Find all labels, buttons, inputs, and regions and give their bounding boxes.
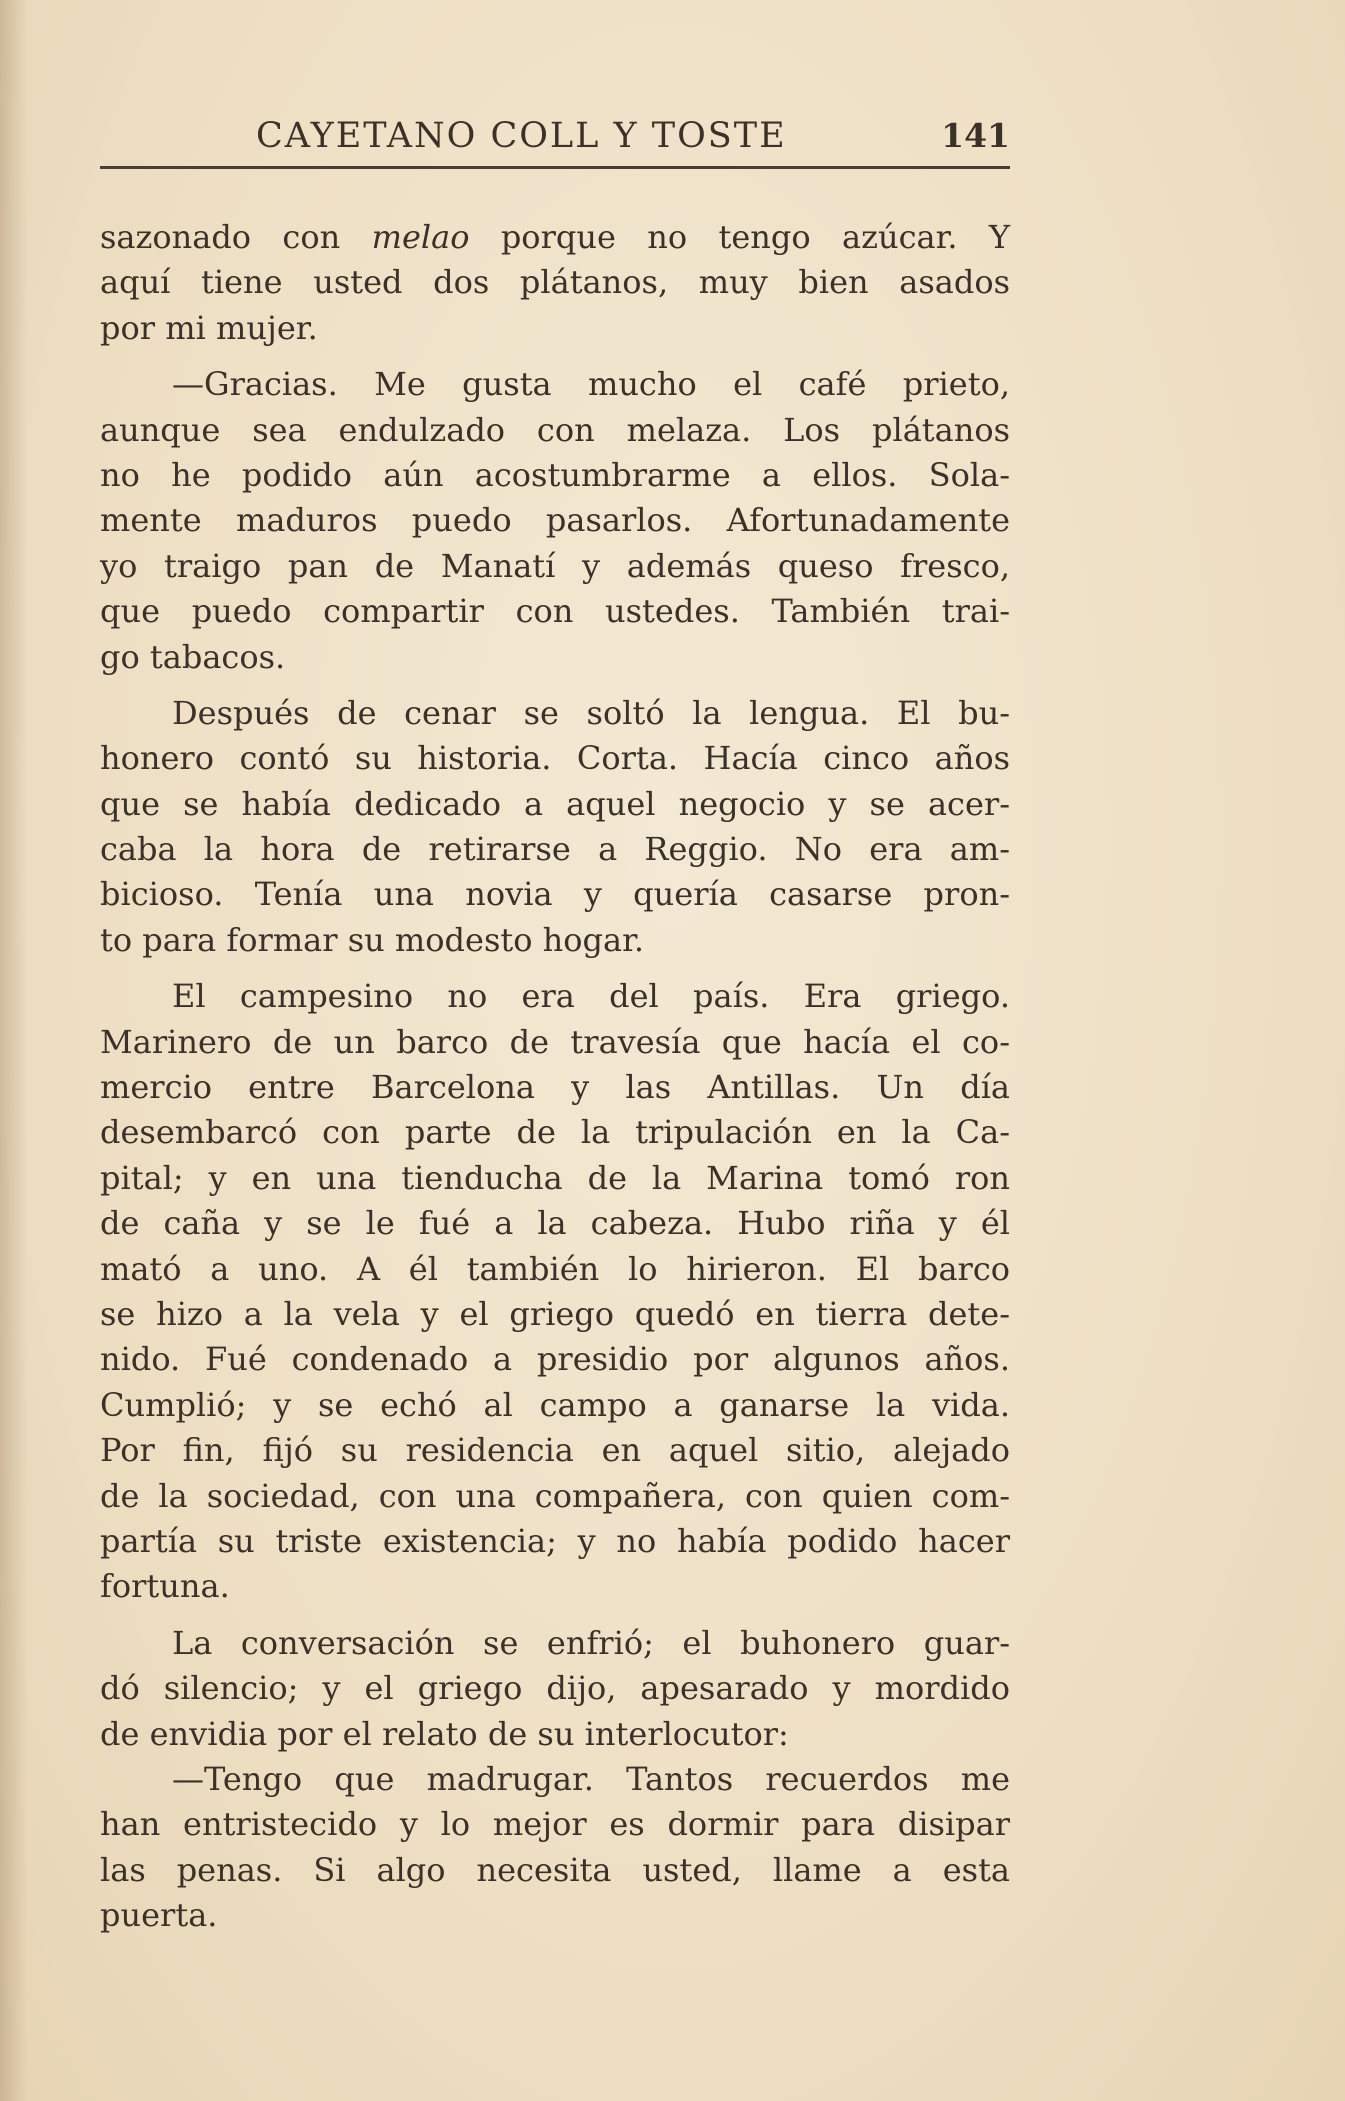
paragraph: [100, 1757, 1010, 1939]
page-gutter-shadow: [0, 0, 28, 2101]
text-line: aunque sea endulzado con melaza. Los plátanos: [100, 410, 1010, 449]
text-line: Después de cenar se soltó la lengua. El bu-: [172, 693, 1010, 732]
text-line: caba la hora de retirarse a Reggio. No era am-: [100, 830, 1010, 869]
text-line: mercio entre Barcelona y las Antillas. Un día: [100, 1068, 1010, 1107]
text-line: honero contó su historia. Corta. Hacía cinco años: [100, 739, 1010, 778]
text-line: dó silencio; y el griego dijo, apesarado y mordido: [100, 1669, 1010, 1708]
text-line: fortuna.: [100, 1567, 230, 1606]
running-title: CAYETANO COLL Y TOSTE: [256, 116, 787, 156]
text-line: mató a uno. A él también lo hirieron. El barco: [100, 1249, 1010, 1288]
text-line: bicioso. Tenía una novia y quería casarse pron-: [100, 875, 1010, 914]
paragraph: [100, 362, 1010, 680]
text-line: han entristecido y lo mejor es dormir para disipar: [100, 1805, 1010, 1844]
text-line: de caña y se le fué a la cabeza. Hubo riña y él: [100, 1204, 1010, 1243]
text-line: que puedo compartir con ustedes. También trai-: [100, 592, 1010, 631]
text-line: Marinero de un barco de travesía que hacía el co-: [100, 1022, 1010, 1061]
text-line: no he podido aún acostumbrarme a ellos. Sola-: [100, 455, 1010, 494]
paragraph: [100, 974, 1010, 1609]
text-line: sazonado con melao porque no tengo azúcar. Y: [100, 218, 1011, 256]
text-line: que se había dedicado a aquel negocio y se acer-: [100, 784, 1010, 823]
text-line: El campesino no era del país. Era griego.: [172, 977, 1010, 1016]
text-line: puerta.: [100, 1896, 218, 1935]
text-line: por mi mujer.: [100, 308, 318, 347]
text-line: partía su triste existencia; y no había podido hacer: [100, 1521, 1010, 1560]
text-line: La conversación se enfrió; el buhonero guar-: [172, 1623, 1010, 1662]
text-line: se hizo a la vela y el griego quedó en tierra dete-: [100, 1294, 1010, 1333]
header-rule: [100, 166, 1010, 169]
text-line: Cumplió; y se echó al campo a ganarse la vida.: [100, 1385, 1010, 1424]
text-line: —Gracias. Me gusta mucho el café prieto,: [172, 365, 1010, 404]
italic-word: melao: [371, 218, 470, 256]
text-line: —Tengo que madrugar. Tantos recuerdos me: [172, 1759, 1010, 1798]
text-line: mente maduros puedo pasarlos. Afortunadamente: [100, 501, 1010, 540]
paragraph: [100, 691, 1010, 963]
text-line: yo traigo pan de Manatí y además queso fresco,: [100, 546, 1010, 585]
text-line: to para formar su modesto hogar.: [100, 920, 645, 959]
text-line: nido. Fué condenado a presidio por algunos años.: [100, 1340, 1010, 1379]
text-line: pital; y en una tienducha de la Marina tomó ron: [100, 1158, 1010, 1197]
text-line: aquí tiene usted dos plátanos, muy bien asados: [100, 263, 1010, 302]
page-number: 141: [941, 116, 1010, 155]
text-line: desembarcó con parte de la tripulación en la Ca-: [100, 1113, 1010, 1152]
text-line: Por fin, fijó su residencia en aquel sitio, alejado: [100, 1431, 1010, 1470]
text-line: de envidia por el relato de su interlocutor:: [100, 1714, 789, 1753]
text-line: go tabacos.: [100, 637, 286, 676]
paragraph: [100, 1621, 1010, 1757]
body-text: [100, 215, 1010, 1938]
paragraph: [100, 215, 1010, 351]
text-line: las penas. Si algo necesita usted, llame a esta: [100, 1850, 1010, 1889]
text-line: de la sociedad, con una compañera, con quien com-: [100, 1476, 1010, 1515]
running-header: [100, 112, 1010, 160]
